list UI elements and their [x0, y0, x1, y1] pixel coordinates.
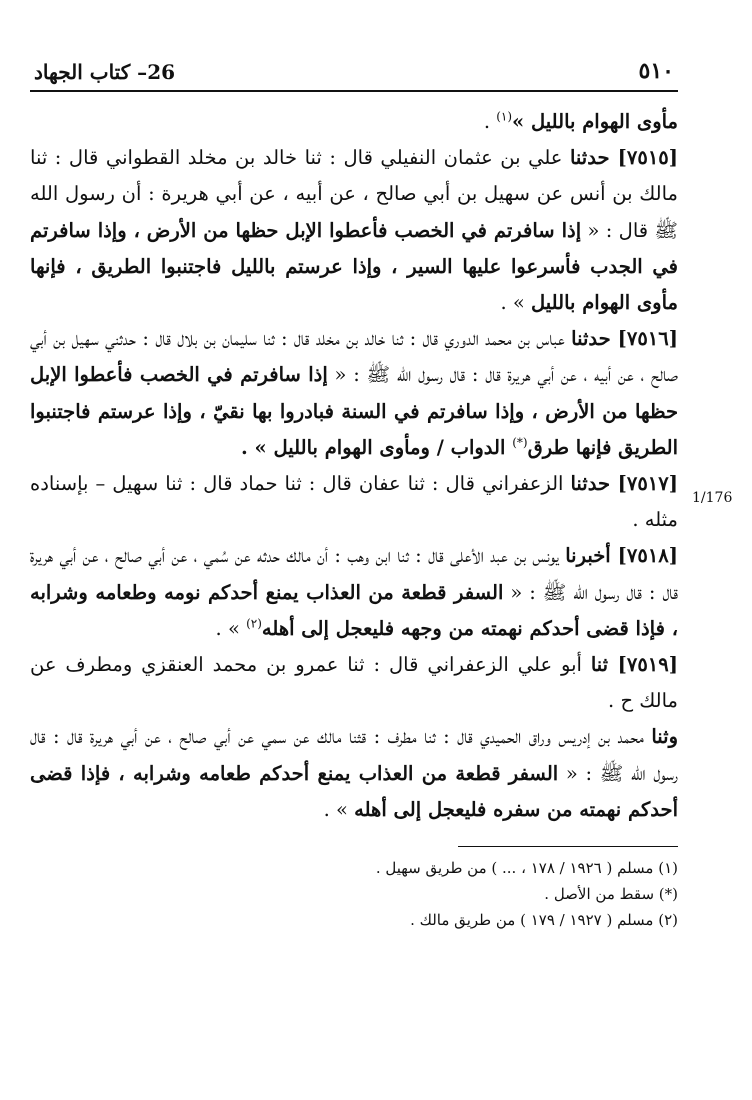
footnote-2: (٢) مسلم ( ١٩٢٧ / ١٧٩ ) من طريق مالك .	[410, 911, 678, 930]
hadith-number: وثنا	[651, 725, 678, 749]
isnad: أبو علي الزعفراني قال : ثنا عمرو بن محمد العنقزي ومطرف عن مالك ح .	[30, 653, 678, 713]
tail: الدواب / ومأوى الهوام بالليل » .	[240, 435, 513, 459]
footnote-ref: (٢)	[246, 616, 262, 631]
isnad: الزعفراني قال : ثنا عفان قال : ثنا حماد قال : ثنا سهيل – بإسناده مثله .	[30, 472, 678, 532]
paragraph-1	[30, 140, 678, 321]
isnad: محمد بن إدريس وراق الحميدي قال : ثنا مطرف : قثنا مالك عن سمي عن أبي صالح ، عن أبي هريرة قال : قال رسول الله ﷺ : «	[30, 725, 679, 785]
tail: » .	[215, 616, 247, 640]
paragraph-4	[30, 538, 678, 647]
quote: السفر قطعة من العذاب يمنع أحدكم طعامه وشرابه ، فإذا قضى أحدكم نهمته من سفره فليعجل إلى أهله	[30, 761, 678, 821]
paragraph-3	[30, 466, 678, 538]
isnad: يونس بن عبد الأعلى قال : ثنا ابن وهب : أن مالك حدثه عن سُمي ، عن أبي صالح ، عن أبي هريرة قال : قال رسول الله ﷺ : «	[30, 544, 678, 604]
hadith-number: [٧٥١٨] أخبرنا	[565, 544, 679, 568]
footnote-ref: (١)	[496, 109, 513, 124]
hadith-number: [٧٥١٩] ثنا	[590, 653, 678, 677]
isnad: علي بن عثمان النفيلي قال : ثنا خالد بن مخلد القطواني قال : ثنا مالك بن أنس عن سهيل بن أبي صالح ، عن أبيه ، عن أبي هريرة : أن رسول الله ﷺ قال : «	[30, 146, 678, 242]
paragraph-0	[30, 104, 678, 140]
tail: » .	[500, 291, 532, 315]
hadith-number: [٧٥١٥] حدثنا	[569, 146, 679, 170]
quote: السفر قطعة من العذاب يمنع أحدكم نومه وطعامه وشرابه ، فإذا قضى أحدكم نهمته من وجهه فليعجل إلى أهله	[30, 580, 678, 640]
page-number: ٥١٠	[638, 58, 674, 84]
hadith-text	[30, 104, 678, 828]
quote: إذا سافرتم في الخصب فأعطوا الإبل حظها من الأرض ، وإذا سافرتم في السنة فبادروا بها نقيّ ، وإذا عرستم فاجتنبوا الطريق فإنها طرق	[30, 363, 678, 459]
tail: .	[483, 110, 497, 133]
quote: إذا سافرتم في الخصب فأعطوا الإبل حظها من الأرض ، وإذا سافرتم في الجدب فأسرعوا عليها السير ، وإذا عرستم بالليل فاجتنبوا الطريق ، فإنها مأوى الهوام بالليل	[30, 218, 678, 315]
margin-folio-note: 1/176	[692, 490, 733, 506]
paragraph-5	[30, 647, 678, 719]
chapter-title: 26– كتاب الجهاد	[34, 60, 176, 84]
tail: » .	[323, 797, 355, 821]
footnote-star: (*) سقط من الأصل .	[544, 885, 678, 904]
page-header	[30, 50, 678, 92]
paragraph-6	[30, 719, 678, 828]
footnote-1: (١) مسلم ( ١٩٢٦ / ١٧٨ ، ... ) من طريق سهيل .	[375, 859, 678, 878]
quote: مأوى الهوام بالليل »	[512, 110, 678, 133]
footnotes	[30, 855, 678, 933]
footnote-ref: (*)	[512, 435, 528, 450]
document-page	[30, 50, 678, 933]
hadith-number: [٧٥١٦] حدثنا	[571, 327, 678, 351]
footnote-separator	[458, 846, 678, 847]
isnad: عباس بن محمد الدوري قال : ثنا خالد بن مخلد قال : ثنا سليمان بن بلال قال : حدثني سهيل بن أبي صالح ، عن أبيه ، عن أبي هريرة قال : قال رسول الله ﷺ : «	[30, 327, 678, 387]
paragraph-2	[30, 321, 678, 466]
hadith-number: [٧٥١٧] حدثنا	[570, 472, 678, 496]
